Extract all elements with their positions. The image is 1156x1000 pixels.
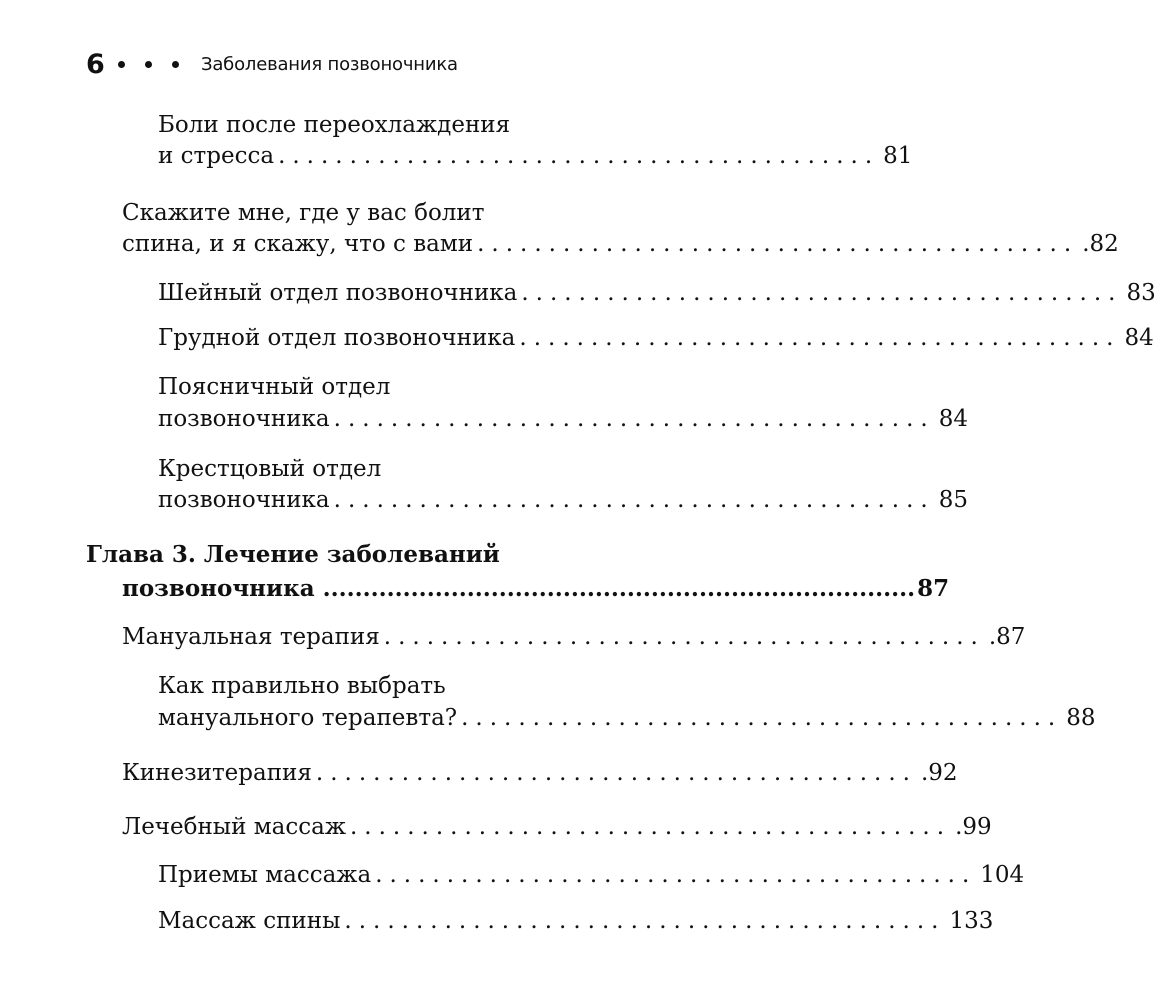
bullet-dot: [145, 61, 152, 68]
entry-text: Кинезитерапия: [122, 760, 312, 786]
toc-entry-line: [122, 198, 484, 228]
toc-entry: [122, 229, 1119, 259]
header-bullets: [118, 61, 179, 68]
entry-text: Приемы массажа: [158, 862, 372, 888]
page-ref: .99: [955, 814, 992, 840]
dot-leader: ..........................................: [521, 280, 1123, 306]
page-ref: 84: [1124, 325, 1154, 351]
dot-leader: ..........................................: [519, 325, 1121, 351]
entry-text: Лечебный массаж: [122, 814, 346, 840]
toc-entry-line: [158, 110, 510, 140]
bullet-dot: [172, 61, 179, 68]
entry-text: Как правильно выбрать: [158, 673, 446, 699]
page-ref: 85: [938, 487, 969, 513]
toc-entry: [158, 860, 1025, 890]
bullet-dot: [118, 61, 125, 68]
page-ref: 84: [938, 406, 969, 432]
book-title: Заболевания позвоночника: [201, 53, 458, 75]
dot-leader: ..........................................: [375, 862, 977, 888]
toc-entry: [122, 812, 992, 842]
dot-leader: ..........................................: [278, 143, 880, 169]
toc-entry: [158, 323, 1154, 353]
entry-text: позвоночника: [158, 487, 330, 513]
entry-text: Крестцовый отдел: [158, 456, 382, 482]
dot-leader: ..........................................: [477, 231, 1079, 257]
toc-entry-line: [158, 671, 446, 701]
dot-leader: ..........................................: [349, 814, 952, 840]
dot-leader: ..........................................: [461, 705, 1063, 731]
toc-entry: [158, 404, 969, 434]
entry-text: позвоночника: [158, 406, 330, 432]
toc-entry: [122, 758, 958, 788]
toc-entry: [158, 485, 969, 515]
page-ref: .87: [988, 624, 1026, 650]
entry-text: Скажите мне, где у вас болит: [122, 200, 485, 226]
page-ref: 88: [1066, 705, 1096, 731]
entry-text: Поясничный отдел: [158, 374, 391, 400]
page-ref: 87: [917, 575, 950, 602]
page-ref: 133: [949, 908, 994, 934]
running-head: [86, 48, 458, 80]
dot-leader: ..........................................: [344, 908, 946, 934]
entry-text: мануального терапевта?: [158, 705, 458, 731]
entry-text: Боли после переохлаждения: [158, 112, 511, 138]
entry-text: и стресса: [158, 143, 275, 169]
entry-text: спина, и я скажу, что с вами: [122, 231, 474, 257]
entry-text: Мануальная терапия: [122, 624, 380, 650]
page-ref: 81: [883, 143, 913, 169]
toc-entry-line: [158, 454, 381, 484]
toc-entry: [158, 278, 1156, 308]
chapter-heading-line: [86, 540, 500, 570]
chapter-heading: [122, 574, 950, 604]
entry-text: Грудной отдел позвоночника: [158, 325, 516, 351]
dot-leader: ..........................................: [333, 487, 935, 513]
dot-leader: ..........................................................................: [322, 575, 916, 602]
page-ref: .92: [920, 760, 958, 786]
page-ref: 104: [980, 862, 1025, 888]
page-ref: .82: [1082, 231, 1119, 257]
page-number: 6: [86, 48, 105, 80]
chapter-title: Глава 3. Лечение заболеваний: [86, 541, 500, 568]
dot-leader: ..........................................: [383, 624, 985, 650]
toc-entry: [122, 622, 1026, 652]
chapter-title: позвоночника: [122, 575, 315, 602]
entry-text: Шейный отдел позвоночника: [158, 280, 518, 306]
dot-leader: ..........................................: [315, 760, 917, 786]
toc-entry-line: [158, 372, 390, 402]
entry-text: Массаж спины: [158, 908, 341, 934]
page-ref: 83: [1126, 280, 1156, 306]
toc-entry: [158, 141, 913, 171]
toc-entry: [158, 703, 1096, 733]
dot-leader: ..........................................: [333, 406, 935, 432]
toc-entry: [158, 906, 994, 936]
